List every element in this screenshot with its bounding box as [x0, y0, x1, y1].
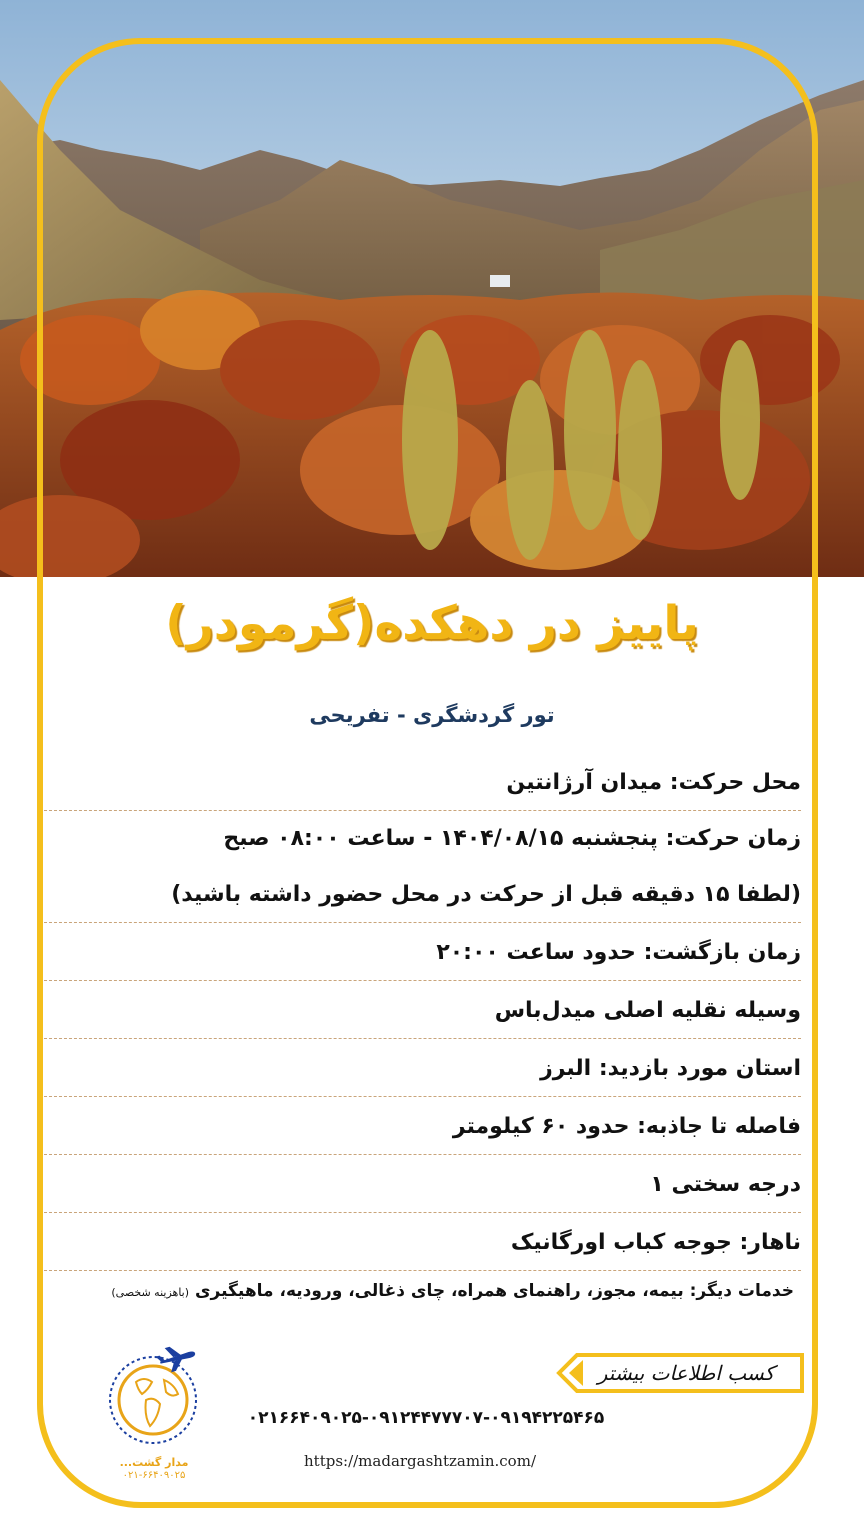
other-services [60, 1278, 794, 1306]
detail-text: درجه سختی ۱ [650, 1172, 801, 1197]
globe-icon [98, 1334, 210, 1459]
logo-phone: ۰۲۱-۶۶۴۰۹۰۲۵ [122, 1470, 186, 1481]
detail-row-difficulty [44, 1166, 801, 1213]
detail-row-return-time [44, 934, 801, 981]
detail-row-lunch [44, 1224, 801, 1271]
tour-type-subtitle: تور گردشگری - تفریحی [309, 703, 555, 727]
page-title: پاییز در دهکده(گرمودر) [165, 596, 699, 651]
more-info-label: کسب اطلاعات بیشتر [597, 1361, 775, 1385]
detail-text: استان مورد بازدید: البرز [540, 1056, 801, 1081]
globe-airplane-logo [98, 1334, 210, 1484]
detail-row-province [44, 1050, 801, 1097]
detail-text: وسیله نقلیه اصلی میدل‌باس [494, 998, 801, 1023]
detail-row-vehicle [44, 992, 801, 1039]
phone-numbers[interactable]: ۰۲۱۶۶۴۰۹۰۲۵-۰۹۱۲۴۴۷۷۷۰۷-۰۹۱۹۴۲۲۵۴۶۵ [247, 1408, 605, 1428]
website-link[interactable]: https://madargashtzamin.com/ [304, 1452, 536, 1470]
detail-text: فاصله تا جاذبه: حدود ۶۰ کیلومتر [452, 1114, 801, 1139]
detail-row-distance [44, 1108, 801, 1155]
hero-landscape-image [0, 0, 864, 577]
detail-text: ناهار: جوجه کباب اورگانیک [510, 1230, 801, 1255]
detail-text: محل حرکت: میدان آرژانتین [506, 770, 801, 795]
detail-text: زمان حرکت: پنجشنبه ۱۴۰۴/۰۸/۱۵ - ساعت ۰۸:۰۰ صبح [223, 826, 801, 851]
logo-brand-name: مدار گشت... [119, 1456, 189, 1469]
detail-row-arrival-note [44, 876, 801, 923]
detail-text: زمان بازگشت: حدود ساعت ۲۰:۰۰ [436, 940, 801, 965]
more-info-button[interactable] [555, 1352, 805, 1394]
services-text: خدمات دیگر: بیمه، مجوز، راهنمای همراه، چای ذغالی، ورودیه، ماهیگیری [194, 1281, 794, 1301]
services-note: (باهزینه شخصی) [111, 1286, 190, 1299]
detail-row-departure-time [44, 820, 801, 866]
detail-row-departure-place [44, 764, 801, 811]
detail-text: (لطفا ۱۵ دقیقه قبل از حرکت در محل حضور داشته باشید) [171, 882, 801, 907]
